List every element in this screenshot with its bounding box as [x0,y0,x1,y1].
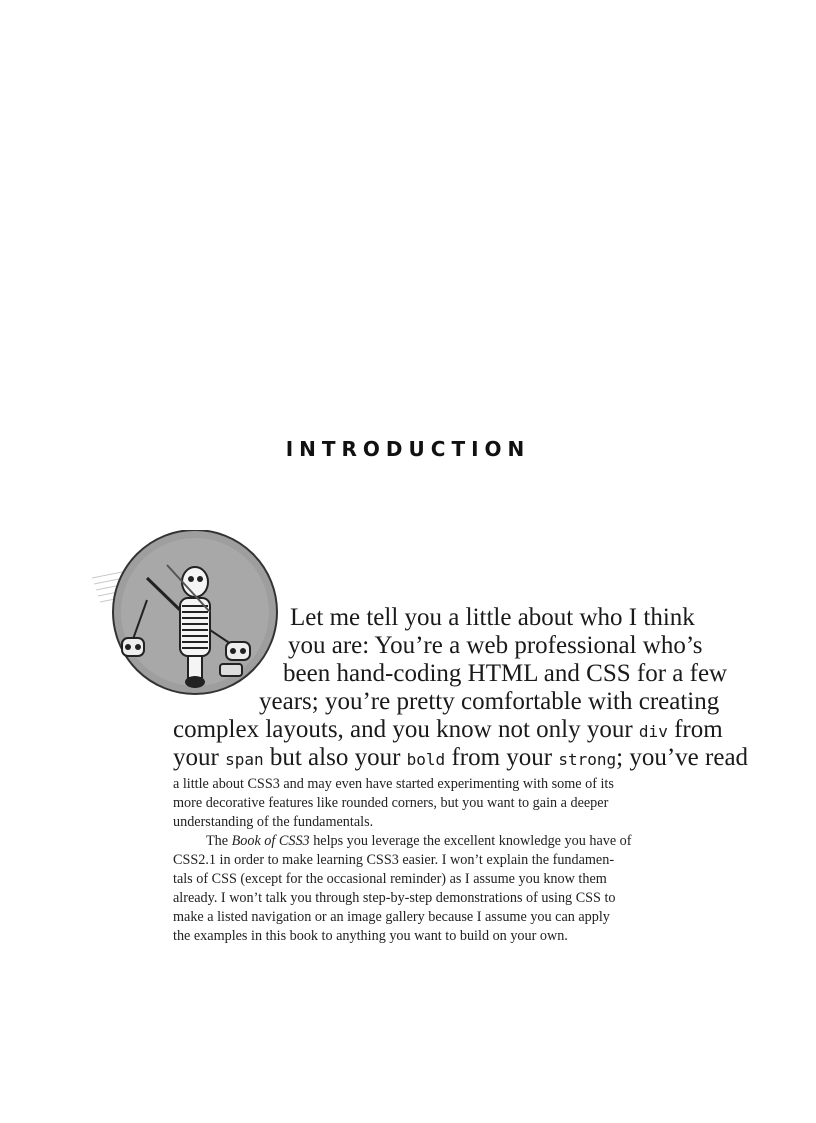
code-div: div [638,722,668,741]
lead-line-5-pre: complex layouts, and you know not only your [173,716,639,743]
robot-mascot-illustration [92,530,282,710]
lead-line-2: you are: You’re a web professional who’s [288,632,703,659]
lead-line-5 [173,716,723,744]
lead-line-5-post: from [667,716,723,743]
lead-line-4: years; you’re pretty comfortable with creating [259,688,720,715]
book-title-italic: Book of CSS3 [231,833,310,849]
body-line: make a listed navigation or an image gallery because I assume you can apply [173,909,610,925]
chapter-title: INTRODUCTION [285,437,531,461]
code-bold: bold [406,750,446,769]
body-line: understanding of the fundamentals. [173,814,374,830]
body-line: more decorative features like rounded corners, but you want to gain a deeper [173,795,609,811]
body-line-para2-first [206,833,632,850]
body-line: a little about CSS3 and may even have started experimenting with some of its [173,776,614,792]
code-span: span [225,750,264,769]
body-line: tals of CSS (except for the occasional reminder) as I assume you know them [173,871,607,887]
lead-line-1: Let me tell you a little about who I think [290,604,695,631]
lead-line-6 [173,744,748,772]
lead-line-6-mid2: from your [445,744,559,771]
body-line: already. I won’t talk you through step-by-step demonstrations of using CSS to [173,890,616,906]
para2-pre: The [206,833,232,849]
code-strong: strong [558,750,617,769]
para2-post: helps you leverage the excellent knowledge you have of [309,833,632,849]
lead-line-6-mid1: but also your [263,744,407,771]
lead-line-6-post: ; you’ve read [616,744,749,771]
lead-line-3: been hand-coding HTML and CSS for a few [283,660,728,687]
lead-line-6-pre: your [173,744,226,771]
body-line: the examples in this book to anything you want to build on your own. [173,928,568,944]
body-line: CSS2.1 in order to make learning CSS3 easier. I won’t explain the fundamen- [173,852,615,868]
